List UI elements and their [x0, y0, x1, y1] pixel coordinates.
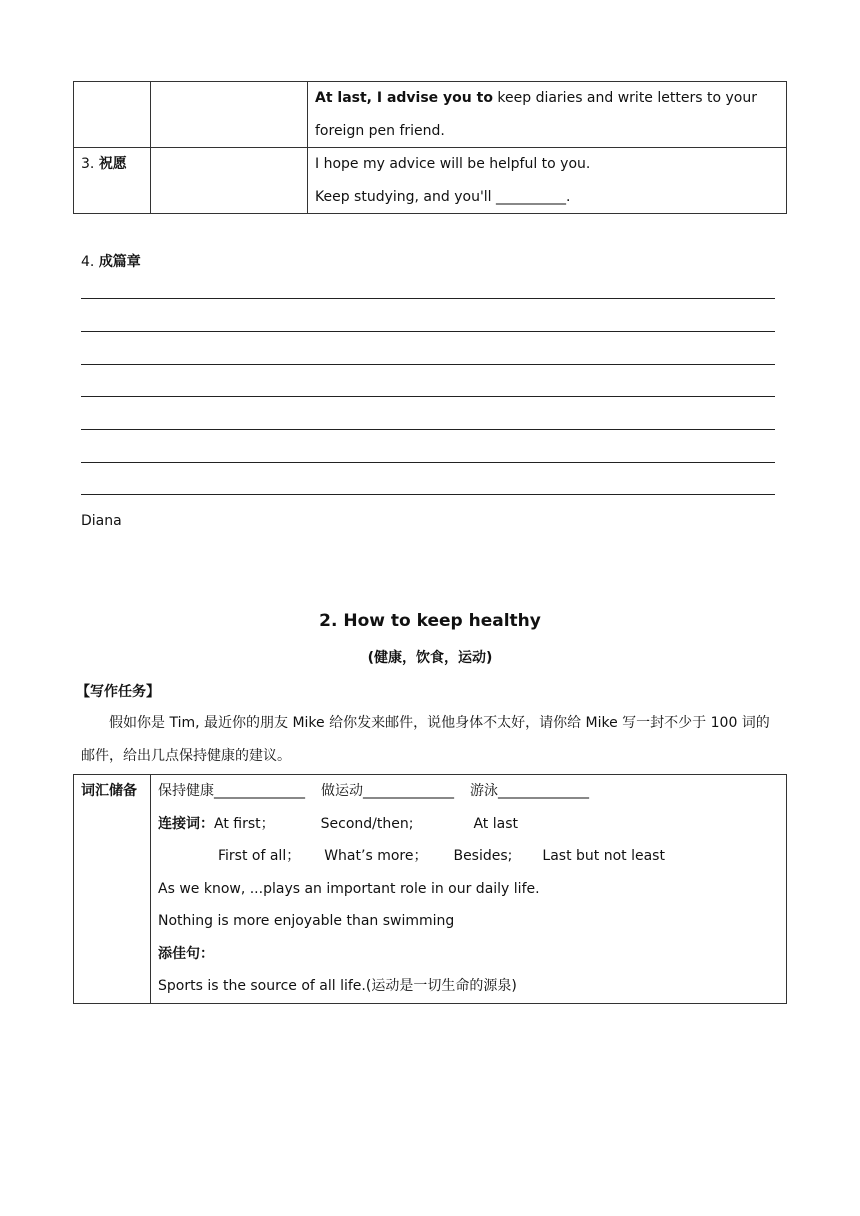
- connector: At first；: [214, 815, 275, 832]
- table-row: [74, 775, 787, 1004]
- writing-line: [81, 429, 775, 430]
- section-4-heading: [81, 252, 141, 272]
- table-cell: [151, 775, 787, 1004]
- good-sentence-label: 添佳句：: [158, 945, 214, 962]
- vocab-label: 词汇储备: [81, 783, 137, 799]
- vocab-item: 游泳_____________: [470, 783, 589, 799]
- connectors-row-1: [158, 808, 779, 841]
- row-label: 祝愿: [98, 156, 127, 172]
- section-subtitle: (健康，饮食，运动): [367, 650, 493, 666]
- section-title: 2. How to keep healthy: [319, 611, 541, 631]
- table-cell: [151, 148, 308, 214]
- table-cell: [74, 82, 151, 148]
- task-heading: 【写作任务】: [76, 684, 160, 700]
- writing-line: [81, 331, 775, 332]
- section-label: 成篇章: [98, 254, 141, 270]
- vocab-table: [73, 774, 787, 1004]
- table-cell: [308, 82, 787, 148]
- connector: Besides;: [453, 848, 513, 864]
- advice-rest: keep diaries and write letters to your foreign pen friend.: [315, 90, 757, 139]
- table-cell: [74, 148, 151, 214]
- writing-line: [81, 298, 775, 299]
- connector: First of all；: [218, 848, 301, 864]
- table-row: [74, 148, 787, 214]
- writing-line: [81, 462, 775, 463]
- advice-bold-phrase: At last, I advise you to: [315, 90, 493, 106]
- connector: What’s more；: [324, 848, 428, 864]
- connectors-row-2: [158, 840, 779, 873]
- vocab-item: 做运动_____________: [321, 783, 454, 799]
- example-sentence: As we know, ...plays an important role in our daily life.: [158, 880, 540, 897]
- connector: Second/then;: [320, 815, 414, 832]
- connector: Last but not least: [542, 848, 665, 864]
- writing-line: [81, 494, 775, 495]
- example-sentence: Sports is the source of all life.(运动是一切生命的源泉): [158, 978, 517, 994]
- table-row: [74, 82, 787, 148]
- advice-table: [73, 81, 787, 214]
- wish-line-2: Keep studying, and you'll __________.: [315, 188, 571, 205]
- table-cell: [74, 775, 151, 1004]
- task-text: 假如你是 Tim, 最近你的朋友 Mike 给你发来邮件，说他身体不太好，请你给 Mike 写一封不少于 100 词的邮件，给出几点保持健康的建议。: [81, 715, 770, 764]
- vocab-row: [158, 775, 779, 808]
- table-cell: [308, 148, 787, 214]
- connector: At last: [473, 815, 518, 832]
- writing-line: [81, 396, 775, 397]
- advice-text: [315, 82, 779, 147]
- row-number: 3.: [81, 156, 99, 172]
- vocab-item: 保持健康_____________: [158, 783, 305, 799]
- connectors-label: 连接词：: [158, 815, 214, 832]
- table-cell: [151, 82, 308, 148]
- writing-line: [81, 364, 775, 365]
- wish-line-1: I hope my advice will be helpful to you.: [315, 156, 591, 172]
- signature: Diana: [81, 513, 122, 529]
- example-sentence: Nothing is more enjoyable than swimming: [158, 913, 455, 929]
- section-number: 4.: [81, 254, 99, 270]
